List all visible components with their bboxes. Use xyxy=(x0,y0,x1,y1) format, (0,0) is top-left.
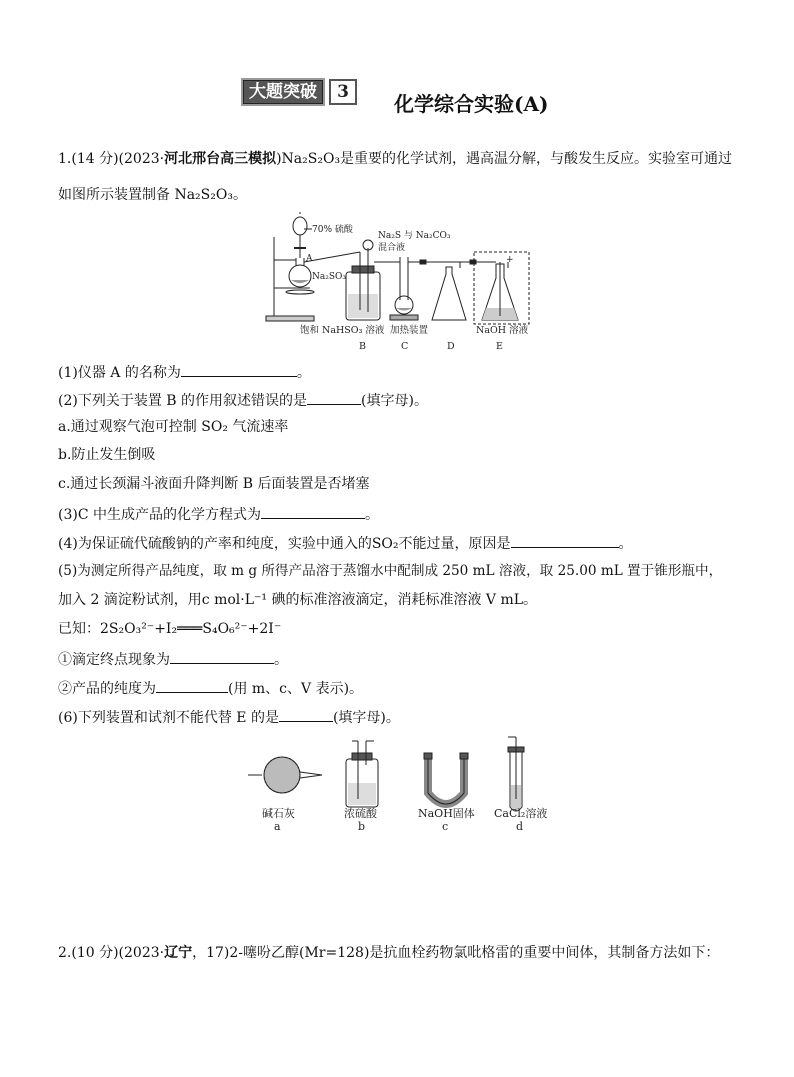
q2-source: 辽宁 xyxy=(164,945,193,961)
q1-sub5-1-end: 。 xyxy=(274,652,288,668)
q1-sub5-line1: (5)为测定所得产品纯度，取 m g 所得产品溶于蒸馏水中配制成 250 mL 溶液，取 25.00 mL 置于锥形瓶中， xyxy=(58,563,723,579)
answer-blank-6[interactable] xyxy=(156,678,228,693)
q1-sub2 xyxy=(58,390,428,410)
q1-sub6-end: (填字母)。 xyxy=(332,710,400,726)
label-acid: 70% 硫酸 xyxy=(312,225,353,235)
q1-sub5-2-text: ②产品的纯度为 xyxy=(58,681,156,697)
q1-sub5-1 xyxy=(58,649,288,669)
label-heating: 加热装置 xyxy=(390,325,429,336)
answer-blank-5[interactable] xyxy=(170,649,274,664)
label-mix1: Na₂S 与 Na₂CO₃ xyxy=(378,231,451,241)
drying-tube-a xyxy=(248,757,322,793)
q1-sub1 xyxy=(58,362,311,382)
test-tube-d xyxy=(508,737,524,811)
q1-sub1-end: 。 xyxy=(296,365,311,381)
q1-sub2-text: (2)下列关于装置 B 的作用叙述错误的是 xyxy=(58,393,308,409)
answer-blank-3[interactable] xyxy=(261,504,365,519)
label-d-name: CaCl₂溶液 xyxy=(494,807,548,820)
q1-sub3-end: 。 xyxy=(365,507,379,523)
label-a-letter: a xyxy=(274,820,281,833)
svg-text:+: + xyxy=(506,255,514,265)
label-d-letter: d xyxy=(516,820,524,833)
q1-sub2-end: (填字母)。 xyxy=(361,393,428,409)
separatory-funnel-A xyxy=(293,212,307,258)
label-B: B xyxy=(359,341,366,352)
q2-stem-text: ，17)2-噻吩乙醇(Mr=128)是抗血栓药物氯吡格雷的重要中间体，其制备方法如下： xyxy=(192,945,720,961)
label-E: E xyxy=(496,341,503,352)
q1-stem-line1 xyxy=(58,150,732,168)
q1-sub3-text: (3)C 中生成产品的化学方程式为 xyxy=(58,507,261,523)
q1-sub6-text: (6)下列装置和试剂不能代替 E 的是 xyxy=(58,710,279,726)
label-D: D xyxy=(447,341,455,352)
label-C: C xyxy=(401,341,409,352)
option-b: b.防止发生倒吸 xyxy=(58,447,156,463)
page-title: 化学综合实验(A) xyxy=(394,92,549,116)
q1-number: 1.(14 分)(2023· xyxy=(58,151,165,167)
q1-sub4 xyxy=(58,533,633,553)
flask-C xyxy=(390,257,438,320)
iron-stand xyxy=(266,237,314,321)
q1-sub4-end: 。 xyxy=(618,536,633,552)
label-b-solution: 饱和 NaHSO₃ 溶液 xyxy=(300,325,385,336)
q1-sub5-2-end: (用 m、c、V 表示)。 xyxy=(228,681,364,697)
q1-stem-line2: 如图所示装置制备 Na₂S₂O₃。 xyxy=(58,187,247,203)
q2-number: 2.(10 分)(2023· xyxy=(58,945,165,961)
label-naoh: NaOH 溶液 xyxy=(476,325,529,336)
label-mix2: 混合液 xyxy=(378,243,406,253)
q1-sub5-line2: 加入 2 滴淀粉试剂，用c mol·L⁻¹ 碘的标准溶液滴定，消耗标准溶液 V mL。 xyxy=(58,592,538,608)
q1-sub3 xyxy=(58,504,379,524)
label-b-letter: b xyxy=(358,820,366,833)
washing-bottle-b xyxy=(346,741,378,807)
answer-blank-1[interactable] xyxy=(181,362,297,377)
label-A: A xyxy=(306,254,313,264)
label-c-letter: c xyxy=(442,820,449,833)
option-c: c.通过长颈漏斗液面升降判断 B 后面装置是否堵塞 xyxy=(58,476,370,492)
q1-sub6 xyxy=(58,707,400,727)
q1-source: 河北邢台高三模拟 xyxy=(164,151,277,167)
q1-sub5-1-text: ①滴定终点现象为 xyxy=(58,652,170,668)
option-a: a.通过观察气泡可控制 SO₂ 气流速率 xyxy=(58,419,289,435)
label-na2so3: Na₂SO₃ xyxy=(312,272,347,282)
answer-blank-4[interactable] xyxy=(511,533,619,548)
apparatus-figure xyxy=(260,212,550,357)
answer-blank-7[interactable] xyxy=(279,707,333,722)
q1-sub5-2 xyxy=(58,678,363,698)
section-badge: 大题突破 xyxy=(241,78,325,106)
known-equation: 已知：2S₂O₃²⁻+I₂═══S₄O₆²⁻+2I⁻ xyxy=(58,621,282,637)
answer-blank-2[interactable] xyxy=(307,390,361,405)
flask-E xyxy=(474,252,529,324)
label-b-name: 浓硫酸 xyxy=(344,807,377,820)
label-a-name: 碱石灰 xyxy=(262,807,295,820)
label-c-name: NaOH固体 xyxy=(418,807,475,820)
q1-stem-text: )Na₂S₂O₃是重要的化学试剂，遇高温分解，与酸发生反应。实验室可通过 xyxy=(276,151,733,167)
u-tube-c xyxy=(424,753,468,804)
q2-stem xyxy=(58,944,719,962)
q1-sub1-text: (1)仪器 A 的名称为 xyxy=(58,365,181,381)
section-banner xyxy=(241,78,357,106)
alternatives-figure xyxy=(240,735,560,835)
q1-sub4-text: (4)为保证硫代硫酸钠的产率和纯度，实验中通入的SO₂不能过量，原因是 xyxy=(58,536,511,552)
section-number: 3 xyxy=(329,79,357,105)
